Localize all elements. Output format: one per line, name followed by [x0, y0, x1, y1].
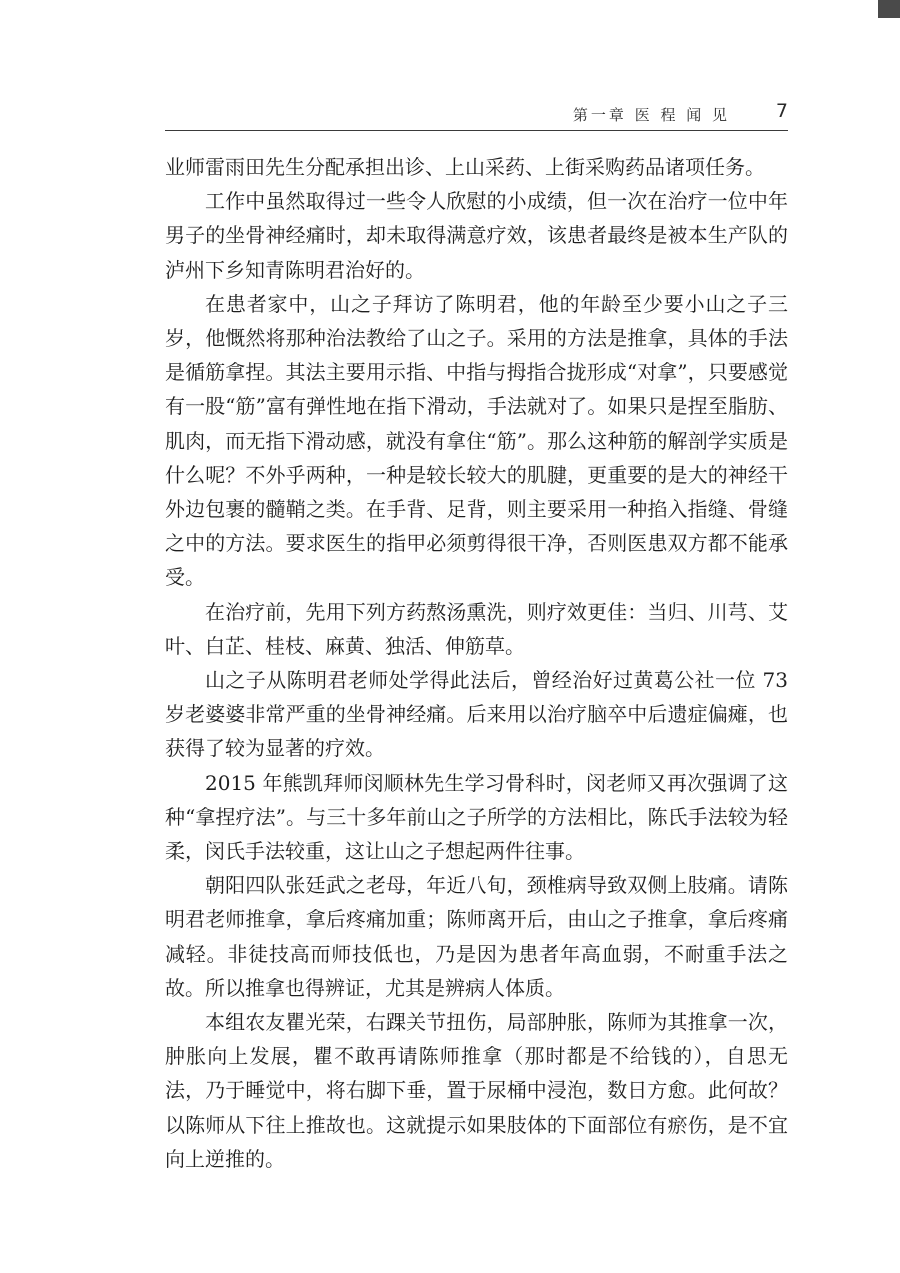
paragraph: 朝阳四队张廷武之老母，年近八旬，颈椎病导致双侧上肢痛。请陈明君老师推拿，拿后疼痛加重；陈师离开后，由山之子推拿，拿后疼痛减轻。非徒技高而师技低也，乃是因为患者年高血弱，不耐重手法之故。所以推拿也得辨证，尤其是辨病人体质。: [165, 873, 788, 1000]
corner-marker: [878, 0, 900, 18]
paragraph: 在治疗前，先用下列方药熬汤熏洗，则疗效更佳：当归、川芎、艾叶、白芷、桂枝、麻黄、独活、伸筋草。: [165, 599, 788, 658]
paragraph: 在患者家中，山之子拜访了陈明君，他的年龄至少要小山之子三岁，他慨然将那种治法教给了山之子。采用的方法是推拿，具体的手法是循筋拿捏。其法主要用示指、中指与拇指合拢形成“对拿”，只要感觉有一股“筋”富有弹性地在指下滑动，手法就对了。如果只是捏至脂肪、肌肉，而无指下滑动感，就没有拿住“筋”。那么这种筋的解剖学实质是什么呢？不外乎两种，一种是较长较大的肌腱，更重要的是大的神经干外边包裹的髓鞘之类。在手背、足背，则主要采用一种掐入指缝、骨缝之中的方法。要求医生的指甲必须剪得很干净，否则医患双方都不能承受。: [165, 291, 788, 590]
running-header: [165, 100, 788, 130]
body-text: [165, 150, 788, 1176]
paragraph: 工作中虽然取得过一些令人欣慰的小成绩，但一次在治疗一位中年男子的坐骨神经痛时，却未取得满意疗效，该患者最终是被本生产队的泸州下乡知青陈明君治好的。: [165, 189, 788, 282]
paragraph: 业师雷雨田先生分配承担出诊、上山采药、上街采购药品诸项任务。: [165, 155, 765, 179]
page-number: 7: [775, 100, 788, 122]
paragraph: 本组农友瞿光荣，右踝关节扭伤，局部肿胀，陈师为其推拿一次，肿胀向上发展，瞿不敢再请陈师推拿（那时都是不给钱的），自思无法，乃于睡觉中，将右脚下垂，置于尿桶中浸泡，数日方愈。此何故？以陈师从下往上推故也。这就提示如果肢体的下面部位有瘀伤，是不宜向上逆推的。: [165, 1010, 788, 1171]
header-rule: [165, 130, 788, 131]
chapter-title: 第一章 医 程 闻 见: [572, 106, 730, 124]
paragraph: 2015 年熊凯拜师闵顺林先生学习骨科时，闵老师又再次强调了这种“拿捏疗法”。与三十多年前山之子所学的方法相比，陈氏手法较为轻柔，闵氏手法较重，这让山之子想起两件往事。: [165, 770, 788, 864]
paragraph: 山之子从陈明君老师处学得此法后，曾经治好过黄葛公社一位 73 岁老婆婆非常严重的坐骨神经痛。后来用以治疗脑卒中后遗症偏瘫，也获得了较为显著的疗效。: [165, 668, 788, 761]
